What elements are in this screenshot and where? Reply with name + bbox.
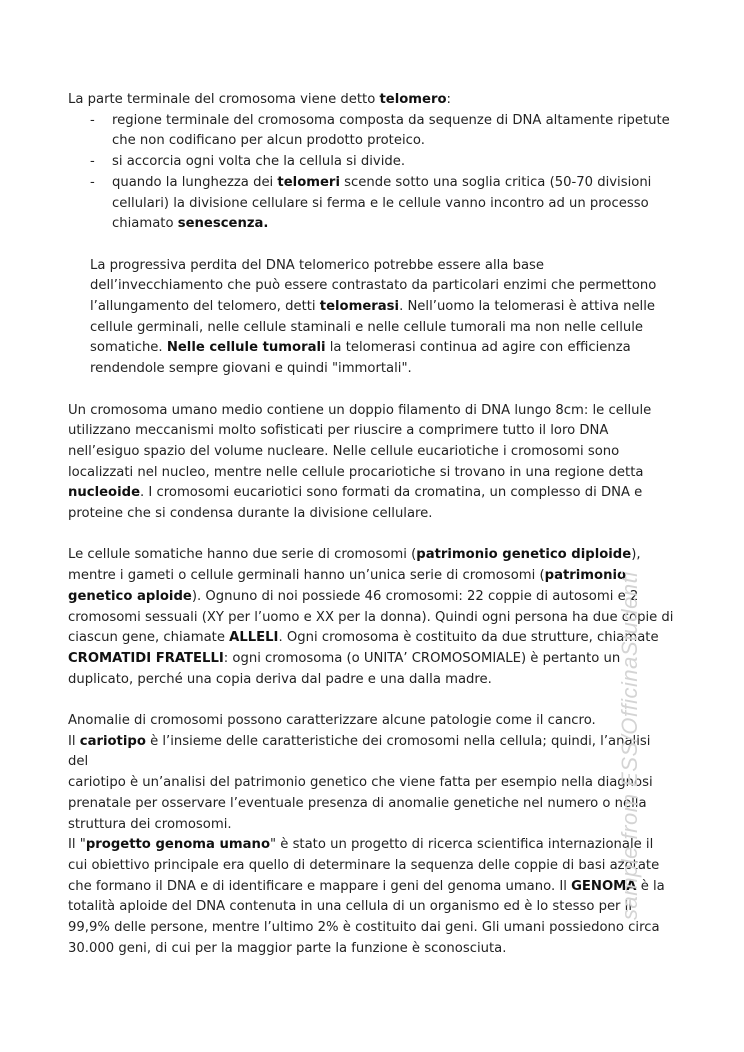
term-aploide: patrimonio genetico aploide [68,568,627,604]
term-cromatidi-fratelli: CROMATIDI FRATELLI [68,650,224,666]
term-telomero: telomero [379,92,447,107]
telomere-intro [68,90,674,111]
dash-marker: - [90,112,95,128]
anomalies-paragraph: Anomalie di cromosomi possono caratterizzare alcune patologie come il cancro. [68,713,596,729]
text-run: ), mentre i gameti o cellule germinali hanno un’unica serie di cromosomi ( [68,547,641,584]
term-cariotipo: cariotipo [79,733,146,749]
chromosome-paragraph [68,401,674,525]
text-run: è la totalità aploide del DNA contenuta in una cellula di un organismo ed è lo stesso per il 99,9% delle persone, mentre l’ultimo 2% è costituito dai geni. Gli umani possiedono circa 30.000 geni, di cui per la maggior parte la funzione è sconosciuta. [68,878,665,956]
term-genoma: GENOMA [571,878,637,894]
watermark [612,530,652,920]
term-senescenza: senescenza. [177,216,269,232]
text-run: Un cromosoma umano medio contiene un doppio filamento di DNA lungo 8cm: le cellule utilizzano meccanismi molto sofisticati per riuscire a comprimere tutto il loro DNA nell’esiguo spazio del volume nucleare. Nelle cellule eucariotiche i cromosomi sono localizzati nel nucleo, mentre nelle cellule procariotiche si trovano in una regione detta [68,402,652,480]
spacer [68,235,674,256]
text-run: . I cromosomi eucariotici sono formati da cromatina, un complesso di DNA e proteine che si condensa durante la divisione cellulare. [68,485,643,522]
spacer [68,525,674,546]
diploid-paragraph [68,545,674,690]
text-run: ). Ognuno di noi possiede 46 cromosomi: 22 coppie di autosomi e 2 cromosomi sessuali (XY per l’uomo e XX per la donna). Quindi ogni persona ha due copie di ciascun gene, chiamate [68,588,674,646]
term-diploide: patrimonio genetico diploide [416,547,632,563]
term-cellule-tumorali: Nelle cellule tumorali [166,340,326,356]
text-run: : [446,92,451,107]
text-run: La parte terminale del cromosoma viene detto [68,92,380,107]
text-run: . Ogni cromosoma è costituito da due strutture, chiamate [278,630,659,646]
telomere-list [68,111,674,235]
term-telomerasi: telomerasi [319,299,400,315]
dash-marker: - [90,154,95,170]
term-progetto-genoma-umano: progetto genoma umano [85,837,270,853]
term-nucleoide: nucleoide [68,485,141,501]
text-run: La progressiva perdita del DNA telomerico potrebbe essere alla base dell’invecchiamento che può essere contrastato da particolari enzimi che permettono l’allungamento del telomero, detti [90,257,657,315]
watermark-text: sample from ESS/OfficinaStudenti [617,571,642,920]
list-item-text: si accorcia ogni volta che la cellula si divide. [112,154,406,170]
telomerase-paragraph [68,256,674,380]
list-item-text: scende sotto una soglia critica (50-70 divisioni cellulari) la divisione cellulare si ferma e le cellule vanno incontro ad un processo chiamato [112,174,652,232]
list-item-text: quando la lunghezza dei [112,174,278,190]
list-item [68,111,674,152]
term-telomeri: telomeri [277,174,340,190]
document-body [68,90,674,959]
text-run: . Nell’uomo la telomerasi è attiva nelle cellule germinali, nelle cellule staminali e nelle cellule tumorali ma non nelle cellule somatiche. [90,299,656,356]
dash-marker: - [90,174,95,190]
text-run: Le cellule somatiche hanno due serie di cromosomi ( [68,547,417,563]
term-alleli: ALLELI [229,630,279,646]
list-item [68,152,674,173]
text-run: è l’insieme delle caratteristiche dei cromosomi nella cellula; quindi, l’analisi del [68,733,651,770]
spacer [68,380,674,401]
text-run: Il [68,733,80,749]
karyotype-paragraph [68,732,674,773]
text-run: " è stato un progetto di ricerca scientifica internazionale il cui obiettivo principale era quello di determinare la sequenza delle coppie di basi azotate che formano il DNA e di identificare e mappare i geni del genoma umano. Il [68,837,660,894]
list-item [68,173,674,235]
spacer [68,690,674,711]
genome-paragraph [68,835,674,959]
text-run: Il " [68,837,86,853]
list-item-text: regione terminale del cromosoma composta da sequenze di DNA altamente ripetute che non codificano per alcun prodotto proteico. [112,112,670,149]
karyotype-analysis-paragraph: cariotipo è un’analisi del patrimonio genetico che viene fatta per esempio nella diagnosi prenatale per osservare l’eventuale presenza di anomalie genetiche nel numero o nella struttura dei cromosomi. [68,775,653,832]
text-run: la telomerasi continua ad agire con efficienza rendendole sempre giovani e quindi "immortali". [90,340,631,377]
text-run: : ogni cromosoma (o UNITA’ CROMOSOMIALE) è pertanto un duplicato, perché una copia deriva dal padre e una dalla madre. [68,650,621,687]
